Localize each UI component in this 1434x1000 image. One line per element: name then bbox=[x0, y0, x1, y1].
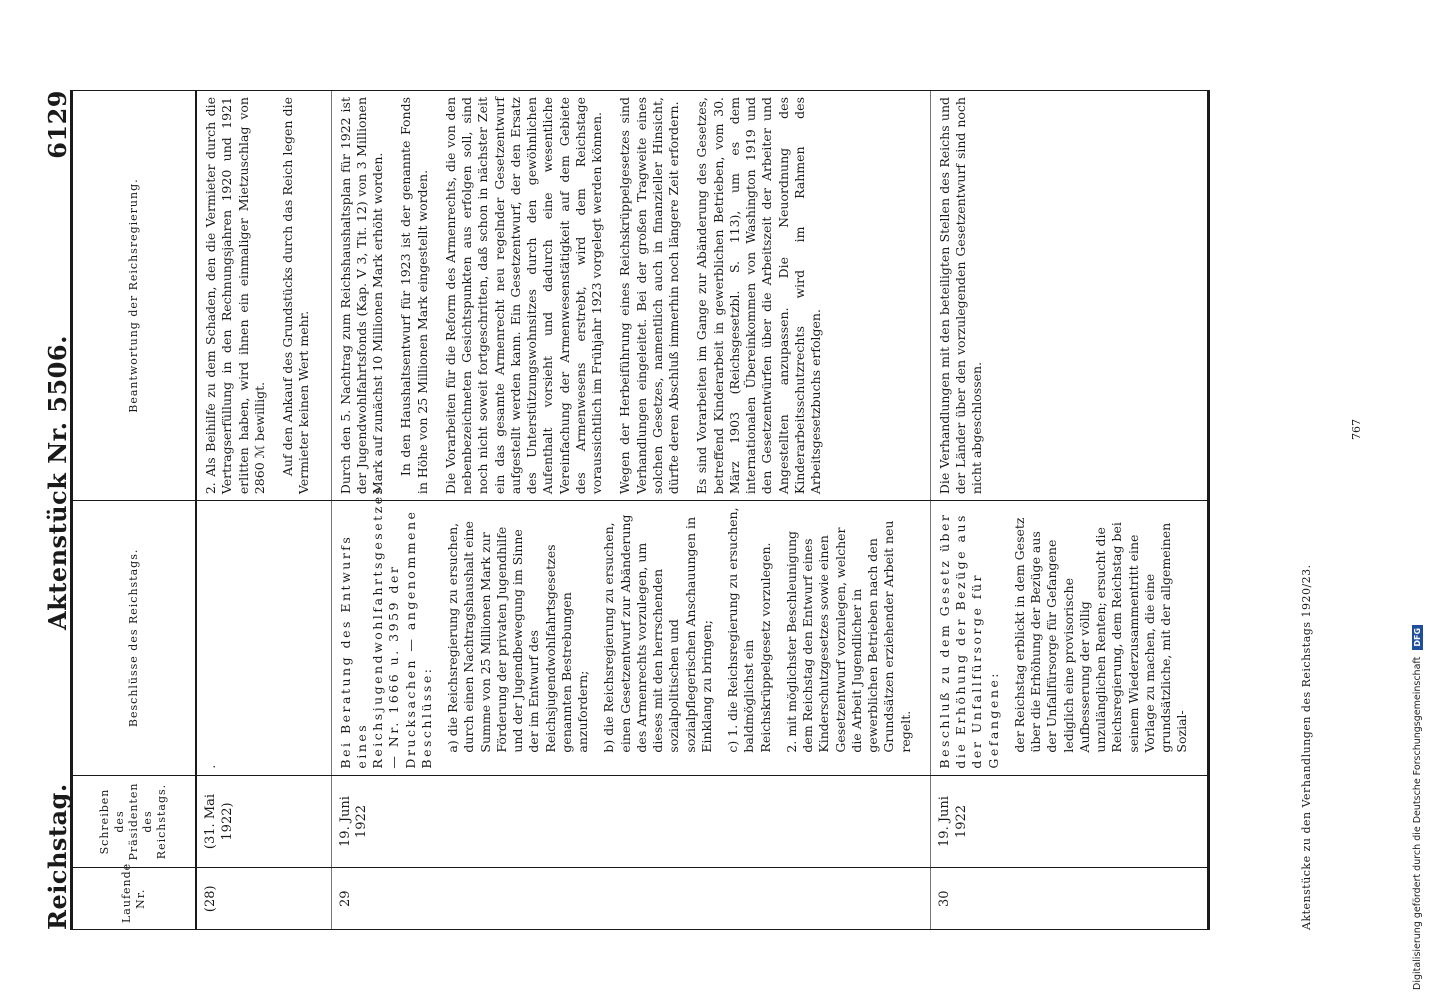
row-resolutions bbox=[331, 485, 930, 775]
table-header-row bbox=[72, 91, 197, 930]
row-date: 19. Juni 1922 bbox=[331, 775, 930, 868]
response-text: In den Haushaltsentwurf für 1923 ist der genannte Fonds in Höhe von 25 Millionen Mark eingestellt worden. bbox=[398, 97, 430, 495]
row-responses bbox=[196, 91, 331, 501]
resolution-item-c2: 2. mit möglichster Beschleunigung dem Reichstag den Entwurf eines Kinderschutzgesetzes sowie einen Gesetzentwurf vorzulegen, welcher die Arbeit Jugendlicher in gewerblichen Betrieben nach den Grundsätzen erziehender Arbeit neu regelt. bbox=[783, 520, 913, 753]
row-resolutions bbox=[196, 501, 331, 775]
resolution-item-a: a) die Reichsregierung zu ersuchen, durch einen Nachtragshaushalt eine Summe von 25 Millionen Mark zur Förderung der privaten Jugendhilfe und der Jugendbewegung im Sinne der im Entwurf des Reichsjugendwohlfahrtsgesetzes genannten Bestrebungen anzufordern; bbox=[445, 521, 590, 753]
row-number: (28) bbox=[196, 868, 331, 930]
response-text: Wegen der Herbeiführung eines Reichskrüppelgesetzes sind Verhandlungen eingeleitet. Bei der großen Tragweite eines solchen Gesetzes, namentlich auch in finanzieller Hinsicht, dürfte deren Abschluß immerhin noch längere Zeit erfordern. bbox=[617, 97, 681, 495]
column-header-number: Laufende Nr. bbox=[72, 868, 197, 930]
row-date: (31. Mai 1922) bbox=[196, 775, 331, 868]
response-text: Durch den 5. Nachtrag zum Reichshaushaltsplan für 1922 ist der Jugendwohlfahrtsfonds (Kap. V 3, Tit. 12) von 3 Millionen Mark auf zunächst 10 Millionen Mark erhöht worden. bbox=[337, 97, 385, 495]
digitization-credit-text: Digitalisierung gefördert durch die Deutsche Forschungsgemeinschaft bbox=[1412, 656, 1423, 990]
response-text: Es sind Vorarbeiten im Gange zur Abänderung des Gesetzes, betreffend Kinderarbeit in gewerblichen Betrieben, vom 30. März 1903 (Reichsgesetzbl. S. 113), um es dem internationalen Übereinkommen von Washington 1919 und den Gesetzentwürfen über die Arbeitszeit der Arbeiter und Angestellten anzupassen. Die Neuordnung des Kinderarbeitsschutzrechts wird im Rahmen des Arbeitsgesetzbuchs erfolgen. bbox=[694, 97, 823, 495]
table-row bbox=[331, 91, 930, 930]
header-title: Aktenstück Nr. 5506. bbox=[43, 335, 72, 630]
resolution-item-b: b) die Reichsregierung zu ersuchen, einen Gesetzentwurf zur Abänderung des Armenrechts vorzulegen, um dieses mit den herrschenden sozialpolitischen und sozialpflegerischen Anschauungen in Einklang zu bringen; bbox=[601, 514, 714, 753]
page-footer: Aktenstücke zu den Verhandlungen des Reichstags 1920/23. bbox=[1300, 564, 1313, 930]
resolution-item-c1: c) 1. die Reichsregierung zu ersuchen, baldmöglichst ein Reichskrüppelgesetz vorzulegen. bbox=[725, 507, 773, 753]
response-text: Auf den Ankauf des Grundstücks durch das Reich legen die Vermieter keinen Wert mehr. bbox=[280, 97, 312, 495]
column-header-resolutions: Beschlüsse des Reichstags. bbox=[72, 501, 197, 775]
page-mark: 767 bbox=[1350, 419, 1363, 440]
table-row bbox=[196, 91, 331, 930]
resolution-heading: Beschluß zu dem Gesetz über die Erhöhung der Bezüge aus der Unfallfürsorge für Gefangene: bbox=[936, 512, 1001, 769]
response-text: Die Vorarbeiten für die Reform des Armenrechts, die von den nebenbezeichneten Gesichtspunkten aus erfolgen soll, sind noch nicht soweit fortgeschritten, daß schon in nächster Zeit ein das gesamte Armenrecht neu regelnder Gesetzentwurf aufgestellt werden kann. Ein Gesetzentwurf, der den Ersatz des Unterstützungswohnsitzes durch den gewöhnlichen Aufenthalt vorsieht und dadurch eine wesentliche Vereinfachung der Armenwesenstätigkeit auf dem Gebiete des Armenwesens erstrebt, wird dem Reichstage voraussichtlich im Frühjahr 1923 vorgelegt werden können. bbox=[442, 97, 604, 495]
column-header-responses: Beantwortung der Reichsregierung. bbox=[72, 91, 197, 501]
resolution-heading: Bei Beratung des Entwurfs eines Reichsjugendwohlfahrtsgesetzes — Nr. 1666 u. 3959 der Drucksachen — angenommene Beschlüsse: bbox=[337, 485, 434, 769]
row-date: 19. Juni 1922 bbox=[930, 775, 1208, 868]
row-number: 29 bbox=[331, 868, 930, 930]
page-number: 6129 bbox=[43, 90, 72, 159]
response-text: 2. Als Beihilfe zu dem Schaden, den die Vermieter durch die Vertragserfüllung in den Rechnungsjahren 1920 und 1921 erlitten haben, wird ihnen ein einmaliger Mietzuschlag von 2860 ℳ bewilligt. bbox=[203, 97, 267, 495]
resolutions-table bbox=[70, 90, 1210, 930]
row-number: 30 bbox=[930, 868, 1208, 930]
row-resolutions bbox=[930, 501, 1208, 775]
header-left: Reichstag. bbox=[43, 783, 72, 930]
dfg-logo-icon: DFG bbox=[1412, 625, 1423, 650]
resolution-text: der Reichstag erblickt in dem Gesetz über die Erhöhung der Bezüge aus der Unfallfürsorge für Gefangene lediglich eine provisorische Aufbesserung der völlig unzulänglichen Renten; ersucht die Reichsregierung, dem Reichstag bei seinem Wiederzusammentritt eine Vorlage zu machen, die eine grundsätzliche, mit der allgemeinen Sozial- bbox=[1011, 517, 1190, 753]
resolution-text: . bbox=[203, 764, 218, 769]
row-responses bbox=[331, 91, 930, 501]
row-responses bbox=[930, 91, 1208, 501]
table-row bbox=[930, 91, 1208, 930]
digitization-credit bbox=[1412, 0, 1432, 990]
response-text: Die Verhandlungen mit den beteiligten Stellen des Reichs und der Länder über den vorzulegenden Gesetzentwurf sind noch nicht abgeschlossen. bbox=[936, 97, 985, 495]
column-header-letter: Schreiben des Präsidenten des Reichstags. bbox=[72, 775, 197, 868]
